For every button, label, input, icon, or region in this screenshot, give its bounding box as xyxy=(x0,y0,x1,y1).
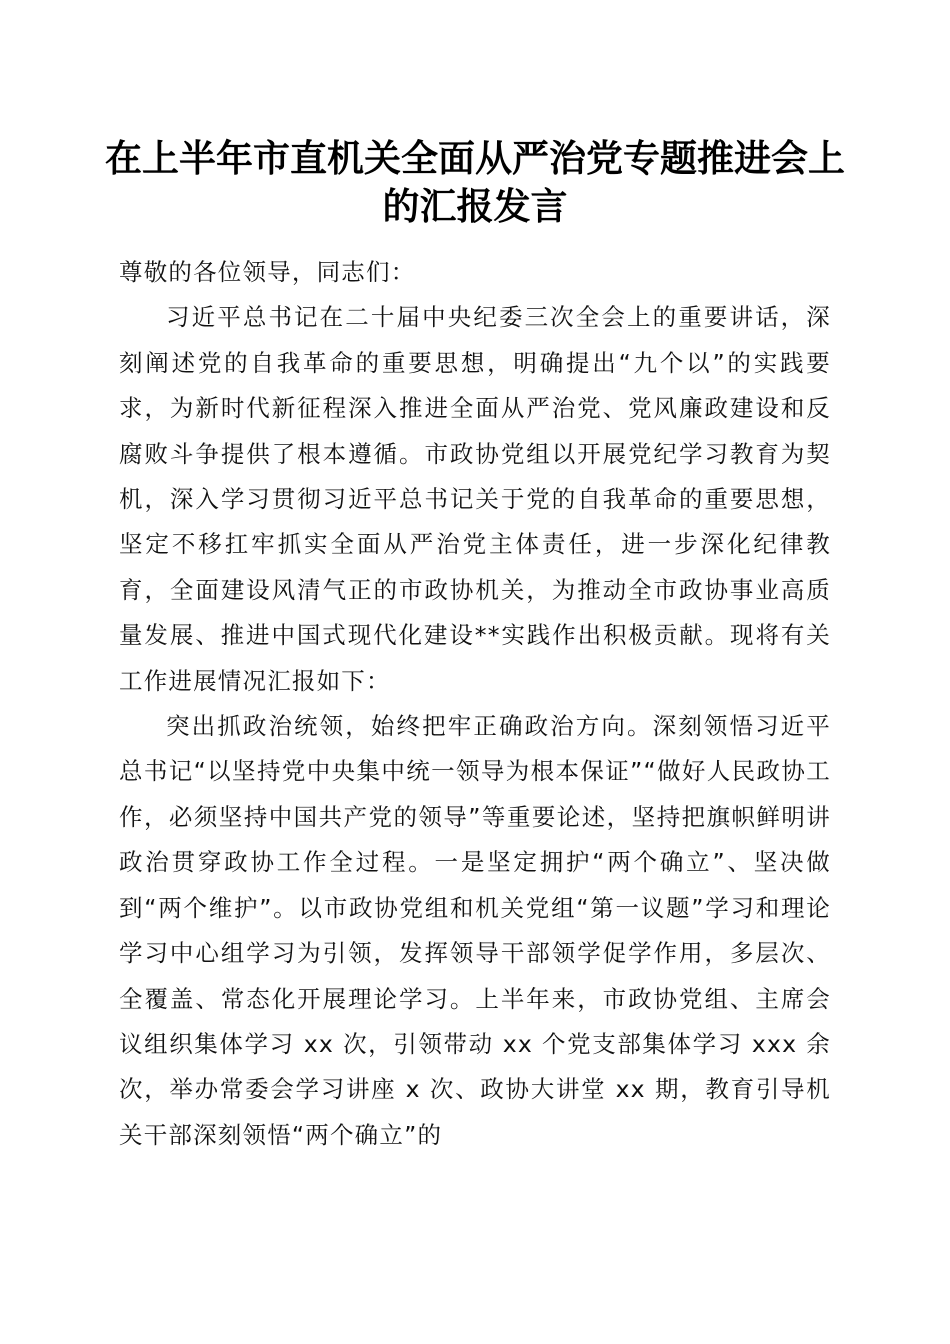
salutation: 尊敬的各位领导，同志们： xyxy=(119,258,416,286)
paragraph-intro: 习近平总书记在二十届中央纪委三次全会上的重要讲话，深刻阐述党的自我革命的重要思想，明确提出“九个以”的实践要求，为新时代新征程深入推进全面从严治党、党风廉政建设和反腐败斗争提供了根本遵循。市政协党组以开展党纪学习教育为契机，深入学习贯彻习近平总书记关于党的自我革命的重要思想，坚定不移扛牢抓实全面从严治党主体责任，进一步深化纪律教育，全面建设风清气正的市政协机关，为推动全市政协事业高质量发展、推进中国式现代化建设**实践作出积极贡献。现将有关工作进展情况汇报如下： xyxy=(119,303,831,695)
title-line-2: 的汇报发言 xyxy=(382,184,568,228)
title-line-1: 在上半年市直机关全面从严治党专题推进会上 xyxy=(105,136,845,180)
paragraph-political-leadership: 突出抓政治统领，始终把牢正确政治方向。深刻领悟习近平总书记“以坚持党中央集中统一领导为根本保证”“做好人民政协工作，必须坚持中国共产党的领导”等重要论述，坚持把旗帜鲜明讲政治贯穿政协工作全过程。一是坚定拥护“两个确立”、坚决做到“两个维护”。以市政协党组和机关党组“第一议题”学习和理论学习中心组学习为引领，发挥领导干部领学促学作用，多层次、全覆盖、常态化开展理论学习。上半年来，市政协党组、主席会议组织集体学习 xx 次，引领带动 xx 个党支部集体学习 xxx 余次，举办常委会学习讲座 x 次、政协大讲堂 xx 期，教育引导机关干部深刻领悟“两个确立”的 xyxy=(119,712,831,1149)
document-title xyxy=(100,134,850,230)
document-body xyxy=(119,250,831,1158)
